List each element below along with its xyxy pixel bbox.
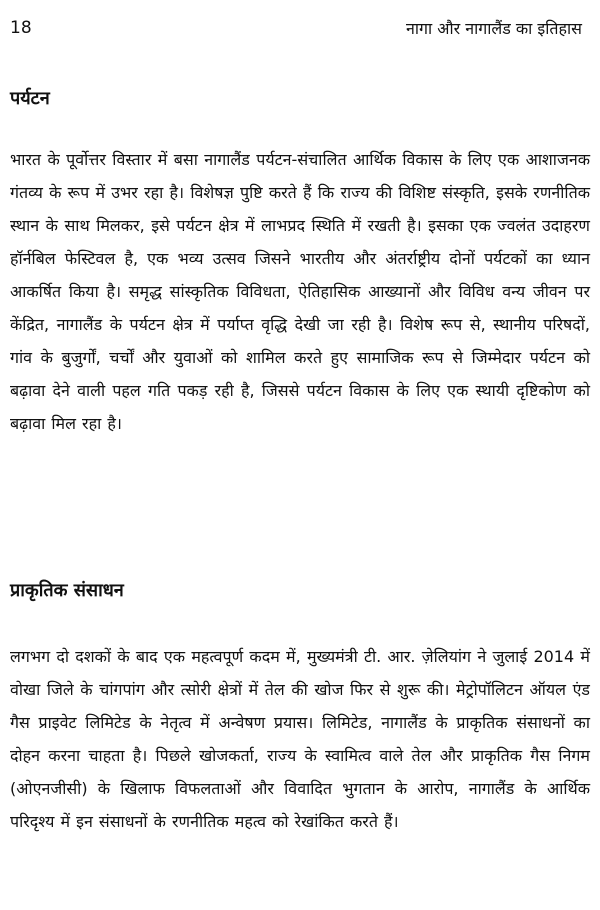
section-heading-tourism: पर्यटन [10,88,50,109]
running-title: नागा और नागालैंड का इतिहास [405,19,582,38]
page-number: 18 [10,18,32,38]
page-header [10,14,582,42]
section-heading-natural-resources: प्राकृतिक संसाधन [10,580,124,601]
section-paragraph-natural-resources: लगभग दो दशकों के बाद एक महत्वपूर्ण कदम में, मुख्यमंत्री टी. आर. ज़ेलियांग ने जुलाई 2014 में वोखा जिले के चांगपांग और त्सोरी क्षेत्रों में तेल की खोज फिर से शुरू की। मेट्रोपॉलिटन ऑयल एंड गैस प्राइवेट लिमिटेड के नेतृत्व में अन्वेषण प्रयास। लिमिटेड, नागालैंड के प्राकृतिक संसाधनों का दोहन करना चाहता है। पिछले खोजकर्ता, राज्य के स्वामित्व वाले तेल और प्राकृतिक गैस निगम (ओएनजीसी) के खिलाफ विफलताओं और विवादित भुगतान के आरोप, नागालैंड के आर्थिक परिदृश्य में इन संसाधनों के रणनीतिक महत्व को रेखांकित करते हैं। [10,647,590,831]
section-paragraph-tourism: भारत के पूर्वोत्तर विस्तार में बसा नागालैंड पर्यटन-संचालित आर्थिक विकास के लिए एक आशाजनक गंतव्य के रूप में उभर रहा है। विशेषज्ञ पुष्टि करते हैं कि राज्य की विशिष्ट संस्कृति, इसके रणनीतिक स्थान के साथ मिलकर, इसे पर्यटन क्षेत्र में लाभप्रद स्थिति में रखती है। इसका एक ज्वलंत उदाहरण हॉर्नबिल फेस्टिवल है, एक भव्य उत्सव जिसने भारतीय और अंतर्राष्ट्रीय दोनों पर्यटकों का ध्यान आकर्षित किया है। समृद्ध सांस्कृतिक विविधता, ऐतिहासिक आख्यानों और विविध वन्य जीवन पर केंद्रित, नागालैंड के पर्यटन क्षेत्र में पर्याप्त वृद्धि देखी जा रही है। विशेष रूप से, स्थानीय परिषदों, गांव के बुजुर्गों, चर्चों और युवाओं को शामिल करते हुए सामाजिक रूप से जिम्मेदार पर्यटन को बढ़ावा देने वाली पहल गति पकड़ रही है, जिससे पर्यटन विकास के लिए एक स्थायी दृष्टिकोण को बढ़ावा मिल रहा है। [10,150,590,433]
